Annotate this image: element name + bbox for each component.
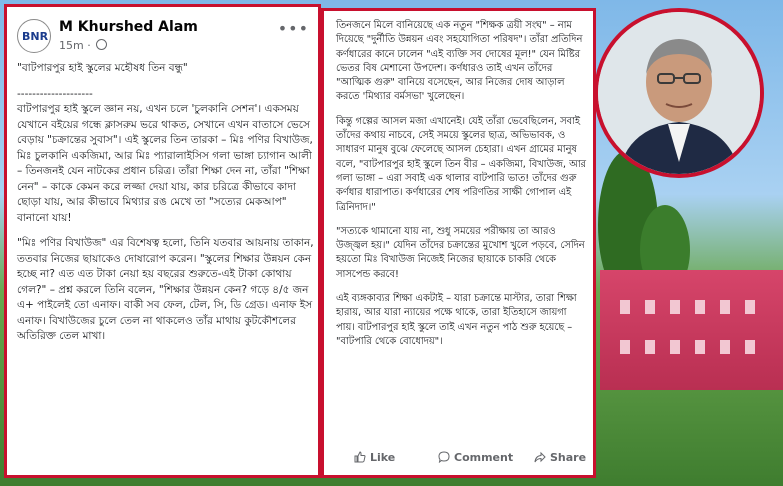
post-title: "বাটপারপুর হাই স্কুলের মহৌষধ তিন বন্ধু" [17,62,188,74]
thumbs-up-icon [354,451,366,463]
more-icon[interactable]: ••• [277,19,309,38]
meta-dot: · [87,39,91,52]
post-time[interactable]: 15m [59,39,84,52]
post-meta [59,39,107,52]
post-actions-bar [334,451,589,471]
like-button[interactable] [354,451,395,464]
post-paragraph: এই ব্যঙ্গকাব্যর শিক্ষা একটাই – যারা চক্রান্তে মাস্টার, তারা শিক্ষা হারায়, আর যারা ন্যায়ের পক্ষে থাকে, তারা ইতিহাসে জায়গা পায়। বাটপারপুর হাই স্কুলে তাই এখন নতুন পাঠ শুরু হয়েছে – "বাটপারি থেকে বোধোদয়"। [336,293,577,347]
school-building [600,270,783,390]
author-name[interactable]: M Khurshed Alam [59,19,198,35]
post-paragraph: তিনজনে মিলে বানিয়েছে এক নতুন "শিক্ষক ত্রয়ী সংঘ" – নাম দিয়েছে "দুর্নীতি উন্নয়ন এবং সহযোগিতা পরিষদ"। তাঁরা প্রতিদিন কর্ণধারের কানে ঢালেন "এই ব্যক্তি সব দোষের মূল!" যেন মিষ্টির ভেতর বিষ মেশানো উপদেশ। কর্ণধারও তাই এখন তাঁদের "আত্মিক গুরু" বানিয়ে বসেছেন, আর নিজের দোষ আড়াল করতে 'মিথ্যার বর্মসভা' খুলেছেন। [336,20,583,103]
page-logo[interactable] [17,19,51,53]
globe-icon [96,39,107,50]
post-text-left [17,61,315,355]
comment-button[interactable] [438,451,513,464]
post-header [17,17,317,57]
post-paragraph: কিন্তু গল্পের আসল মজা এখানেই। যেই তাঁরা ভেবেছিলেন, সবাই তাঁদের কথায় নাচবে, সেই সময়ে স্কুলের ছাত্র, অভিভাবক, ও সাধারণ মানুষ বুঝে ফেলেছে আসল চেহারা। এখন গ্রামের মানুষ বলে, "বাটপারপুর হাই স্কুলে তিন বীর – একজিমা, বিখাউজ, আর গলা ভাঙ্গা – এরা সবাই এক থালার বাটপারি ভাত! তাঁদের গুরু কর্ণধার ধারাপাত। কর্ণধারের শেষ পরিণতির সাক্ষী গোপাল এই ত্রিনিদাদ।" [336,115,586,213]
post-panel-left [4,4,321,478]
share-button[interactable] [534,451,586,464]
post-panel-right [321,8,596,478]
portrait-photo [594,8,764,178]
post-paragraph: "মিঃ পণির বিখাউজ" এর বিশেষত্ব হলো, তিনি যতবার আয়নায় তাকান, ততবার নিজের ছায়াকেও দোষারোপ করেন। "স্কুলের শিক্ষার উন্নয়ন কেন হচ্ছে না? এত এত টাকা নেয়া হয় বছরের শুরুতে-এই টাকা কোথায় গেল?" – প্রশ্ন করলে তিনি বলেন, "শিক্ষার উন্নয়ন কেন? গড়ে ৪/৫ জন এ+ পাইলেই তো এনাফ। বাকী সব ফেল, টেল, সি, ডি গ্রেড। এনাফ ইস এনাফ। বিখাউজের চুলে তেল না থাকলেও তাঁর মাথায় কুটকৌশলের অতিরিক্ত তেল মাখা। [17,237,314,342]
post-paragraph: "সত্যকে থামানো যায় না, শুধু সময়ের পরীক্ষায় তা আরও উজ্জ্বল হয়।" যেদিন তাঁদের চক্রান্তের মুখোশ খুলে পড়বে, সেদিন হয়তো মিঃ বিখাউজ নিজেই নিজের ছায়াকে চাকরি থেকে সাসপেন্ড করবে! [336,225,585,280]
comment-label: Comment [454,451,514,464]
share-label: Share [550,451,587,464]
post-divider: -------------------- [17,87,93,100]
like-label: Like [370,451,396,464]
portrait-person-icon [598,12,760,174]
share-arrow-icon [534,451,546,463]
comment-bubble-icon [438,451,450,463]
post-text-right [336,19,588,359]
post-paragraph: বাটপারপুর হাই স্কুলে জ্ঞান নয়, এখন চলে 'চুলকানি সেশন'। একসময় যেখানে বইয়ের গন্ধে ক্লাসরুম ভরে থাকত, সেখানে এখন বাতাসে ভেসে বেড়ায় "চক্রান্তের সুবাস"। এই স্কুলের তিন তারকা – মিঃ পণির বিখাউজ, মিঃ চুলকানি একজিমা, আর মিঃ প্যারালাইসিস গলা ভাঙ্গা চ্যাগান আলী – তিনজনই যেন নাটকের প্রধান চরিত্র। তাঁরা শিক্ষা দেন না, তাঁরা "শিক্ষা নেন" – কাকে কেমন করে লজ্জা দেয়া যায়, কার চরিত্রে কীভাবে কাদা ছোড়া যায়, আর কীভাবে মিথ্যার রঙ মেখে তা "সত্যের মেকআপ" বানানো যায়! [17,103,313,224]
logo-text: BNR [22,30,49,43]
